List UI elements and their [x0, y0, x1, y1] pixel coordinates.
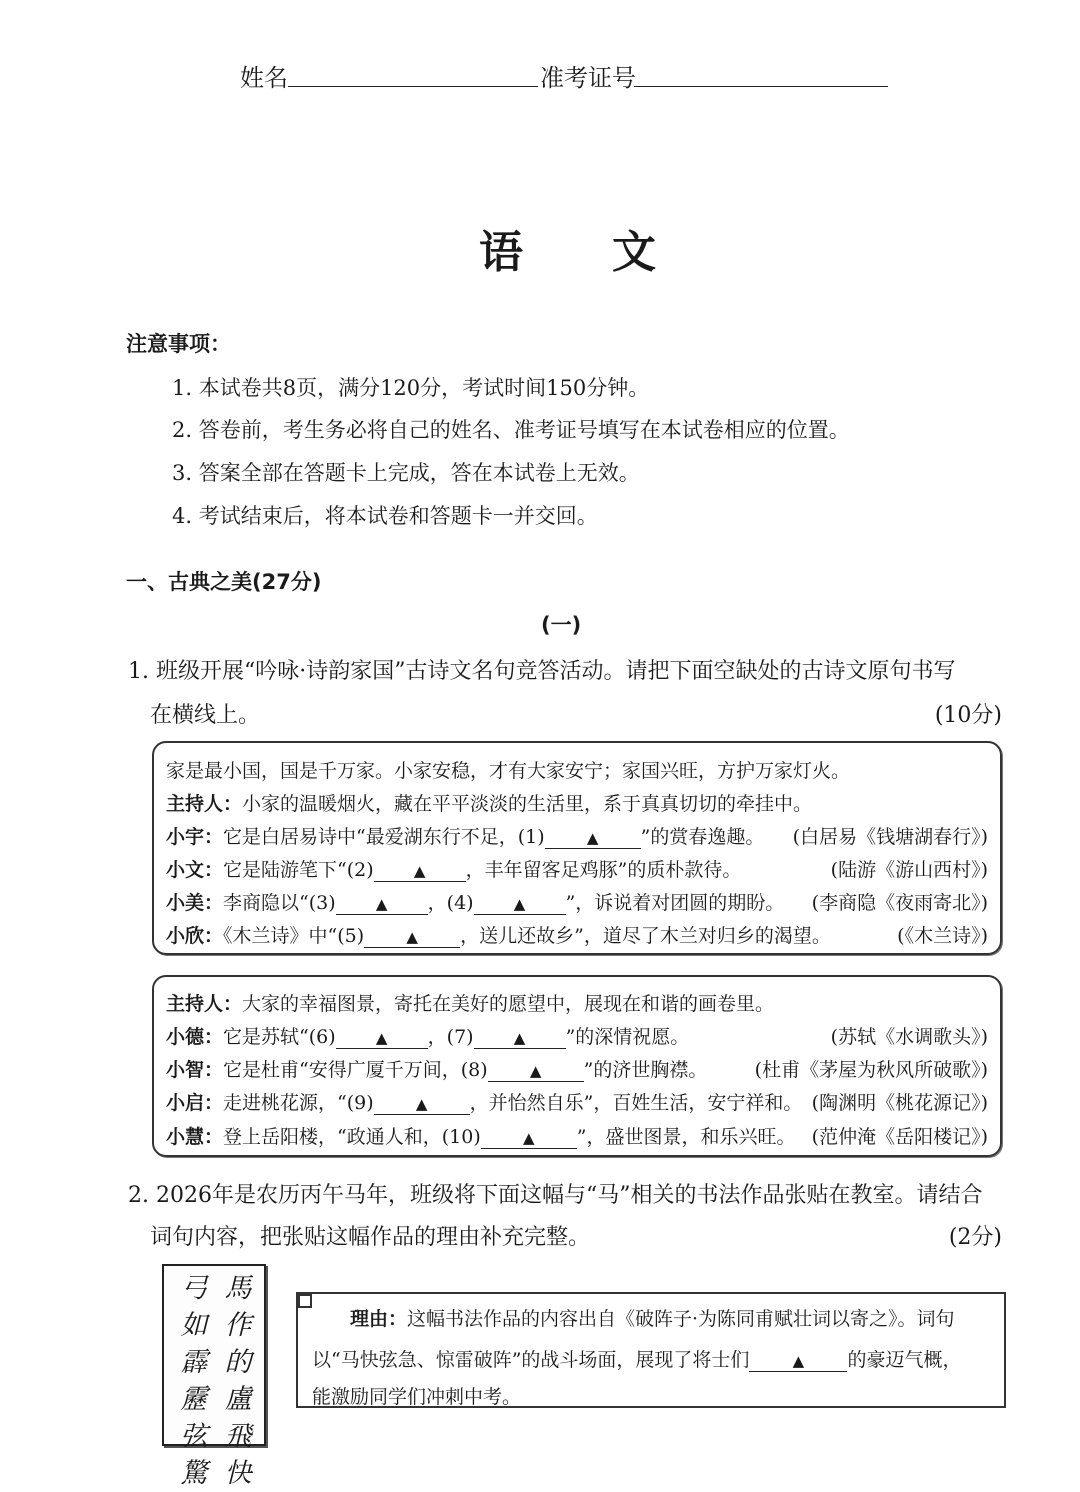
row-text-mid: ，(4) — [427, 892, 474, 914]
answer-blank-9[interactable]: ▲ — [374, 1094, 470, 1115]
name-label: 姓名 — [240, 64, 288, 92]
calligraphy-artwork — [162, 1264, 266, 1489]
row-text-post: ”，盛世图景，和乐兴旺。 — [576, 1126, 796, 1148]
box2-row-host — [166, 989, 774, 1016]
source-citation: (李商隐《夜雨寄北》) — [811, 892, 988, 914]
answer-blank-8[interactable]: ▲ — [488, 1061, 584, 1082]
q1-line1: 1. 班级开展“吟咏·诗韵家国”古诗文名句竞答活动。请把下面空缺处的古诗文原句书写 — [128, 659, 956, 684]
row-text-post: ”的赏春逸趣。 — [640, 826, 765, 848]
reason-line2 — [312, 1345, 961, 1372]
row-text-pre: 走进桃花源，“(9) — [223, 1092, 374, 1114]
q1-score: (10分) — [934, 703, 1002, 728]
row-text-post: ”，诉说着对团圆的期盼。 — [565, 892, 785, 914]
answer-blank-1[interactable]: ▲ — [545, 828, 641, 849]
row-text-post: ，丰年留客足鸡豚”的质朴款待。 — [465, 859, 742, 881]
title-char-1: 语 — [479, 227, 523, 278]
answer-blank-6[interactable]: ▲ — [336, 1028, 428, 1049]
exam-number-field-line[interactable] — [634, 66, 888, 87]
reason-text-1: 这幅书法作品的内容出自《破阵子·为陈同甫赋壮词以寄之》。词句 — [407, 1308, 955, 1330]
box1-row-xiaowen — [166, 855, 741, 882]
calligraphy-column-left: 弓如霹靂弦驚 — [180, 1273, 208, 1489]
source-citation: (白居易《钱塘湖春行》) — [792, 826, 988, 848]
q2-line2: 词句内容，把张贴这幅作品的理由补充完整。 — [150, 1225, 591, 1250]
row-text-pre: 它是白居易诗中“最爱湖东行不足，(1) — [223, 826, 545, 848]
notice-item-3: 3. 答案全部在答题卡上完成，答在本试卷上无效。 — [172, 461, 640, 485]
notice-item-1: 1. 本试卷共8页，满分120分，考试时间150分钟。 — [172, 376, 650, 400]
source-citation: (《木兰诗》) — [897, 925, 988, 947]
page-title — [0, 216, 1080, 278]
title-char-2: 文 — [612, 227, 656, 278]
answer-blank-3[interactable]: ▲ — [336, 894, 428, 915]
speaker-label: 小文： — [166, 859, 224, 881]
box1-row-host — [166, 789, 812, 816]
box2-row-xiaoqi — [166, 1088, 802, 1115]
row-text-pre: 它是苏轼“(6) — [223, 1026, 336, 1048]
row-text: 小家的温暖烟火，藏在平平淡淡的生活里，系于真真切切的牵挂中。 — [242, 793, 813, 815]
speaker-label: 小宇： — [166, 826, 224, 848]
speaker-label: 小欣： — [166, 925, 224, 947]
speaker-label: 小慧： — [166, 1126, 224, 1148]
box1-row-xiaomei — [166, 888, 784, 915]
notice-item-2: 2. 答卷前，考生务必将自己的姓名、准考证号填写在本试卷相应的位置。 — [172, 418, 850, 442]
name-field-line[interactable] — [288, 66, 538, 87]
reason-line3: 能激励同学们冲刺中考。 — [312, 1386, 522, 1408]
row-text-pre: 登上岳阳楼，“政通人和，(10) — [223, 1126, 481, 1148]
row-text-pre: 《木兰诗》中“(5) — [223, 925, 365, 947]
section-title: 一、古典之美(27分) — [126, 570, 322, 594]
exam-number-label: 准考证号 — [540, 64, 636, 92]
answer-blank-10[interactable]: ▲ — [481, 1128, 577, 1149]
row-text-pre: 李商隐以“(3) — [223, 892, 336, 914]
answer-blank-5[interactable]: ▲ — [364, 927, 460, 948]
speaker-label: 小启： — [166, 1092, 224, 1114]
box2-row-xiaohui — [166, 1122, 795, 1149]
box2-row-xiaode — [166, 1022, 689, 1049]
row-text: 大家的幸福图景，寄托在美好的愿望中，展现在和谐的画卷里。 — [242, 993, 775, 1015]
q1-line2: 在横线上。 — [150, 703, 261, 728]
speaker-label: 主持人： — [166, 993, 243, 1015]
answer-blank-2[interactable]: ▲ — [374, 861, 466, 882]
reason-line1 — [350, 1304, 955, 1331]
source-citation: (陶渊明《桃花源记》) — [811, 1092, 988, 1114]
row-text-mid: ，(7) — [427, 1026, 474, 1048]
subsection-title: (一) — [541, 613, 582, 637]
row-text-post: ”的济世胸襟。 — [583, 1059, 708, 1081]
reason-label: 理由： — [350, 1308, 408, 1330]
speaker-label: 小美： — [166, 892, 224, 914]
calligraphy-column-right: 馬作的盧飛快 — [224, 1273, 252, 1489]
notice-heading: 注意事项： — [126, 332, 231, 356]
speaker-label: 小智： — [166, 1059, 224, 1081]
answer-blank-4[interactable]: ▲ — [474, 894, 566, 915]
row-text-post: ”的深情祝愿。 — [565, 1026, 690, 1048]
box1-row-xiaoyu — [166, 822, 764, 849]
row-text-pre: 它是杜甫“安得广厦千万间，(8) — [223, 1059, 488, 1081]
q2-line1: 2. 2026年是农历丙午马年，班级将下面这幅与“马”相关的书法作品张贴在教室。请结合 — [128, 1183, 983, 1208]
reason-text-2-pre: 以“马快弦急、惊雷破阵”的战斗场面，展现了将士们 — [312, 1349, 750, 1371]
box1-intro: 家是最小国，国是千万家。小家安稳，才有大家安宁；家国兴旺，方护万家灯火。 — [166, 760, 851, 782]
source-citation: (苏轼《水调歌头》) — [830, 1026, 988, 1048]
box2-row-xiaozhi — [166, 1055, 707, 1082]
box1-row-xiaoxin — [166, 921, 831, 948]
q2-score: (2分) — [948, 1225, 1002, 1250]
answer-blank-reason[interactable]: ▲ — [749, 1351, 847, 1372]
source-citation: (陆游《游山西村》) — [830, 859, 988, 881]
source-citation: (杜甫《茅屋为秋风所破歌》) — [754, 1059, 988, 1081]
answer-blank-7[interactable]: ▲ — [474, 1028, 566, 1049]
row-text-post: ，送儿还故乡”，道尽了木兰对归乡的渴望。 — [460, 925, 831, 947]
notice-item-4: 4. 考试结束后，将本试卷和答题卡一并交回。 — [172, 504, 598, 528]
speaker-label: 主持人： — [166, 793, 243, 815]
row-text-post: ，并怡然自乐”，百姓生活，安宁祥和。 — [469, 1092, 803, 1114]
speaker-label: 小德： — [166, 1026, 224, 1048]
row-text-pre: 它是陆游笔下“(2) — [223, 859, 374, 881]
source-citation: (范仲淹《岳阳楼记》) — [811, 1126, 988, 1148]
reason-text-2-post: 的豪迈气概， — [847, 1349, 962, 1371]
